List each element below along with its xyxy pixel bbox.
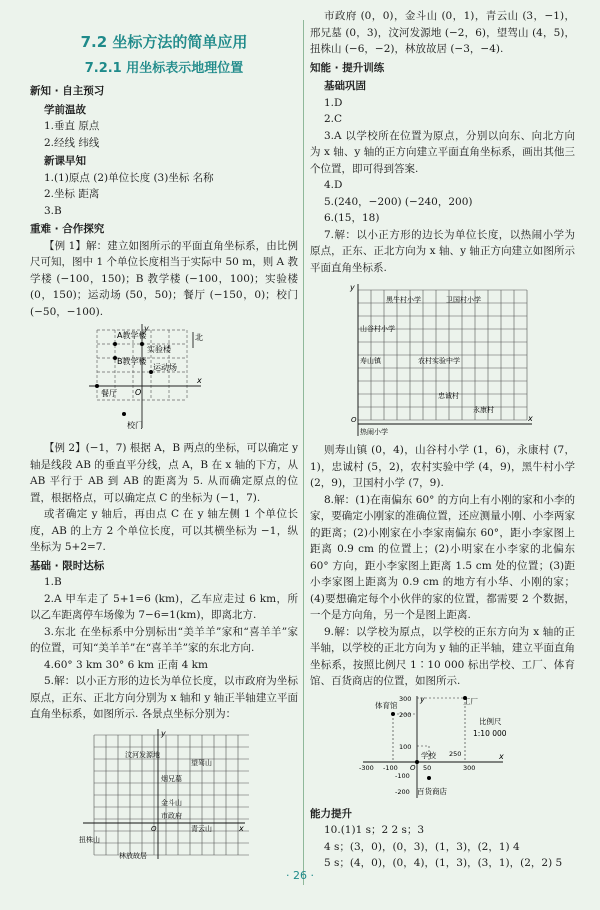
label-sports-field: 运动场: [153, 363, 177, 372]
label-origin: O: [135, 388, 142, 397]
label-wangjia-mountain: 望驾山: [191, 758, 212, 767]
label-river-source: 汶河发源地: [125, 750, 160, 759]
answer-line: 2.经线 纬线: [44, 136, 100, 149]
label-canteen: 餐厅: [101, 389, 117, 398]
label-city-hall: 市政府: [161, 811, 182, 820]
heading-basic: 基础 · 限时达标: [30, 559, 105, 572]
answer-line: 市政府 (0，0)，金斗山 (0，1)，青云山 (3，−1)，邢兄墓 (0，3)，汶河发源地 (−2，6)，望驾山 (4，5)，扭株山 (−6，−2)，林放故居 (−3，−4).: [310, 10, 575, 55]
tick-x: 250: [448, 749, 461, 758]
answer-line: 8.解：(1)在南偏东 60° 的方向上有小刚的家和小李的家，要确定小刚家的准确位置，还应测量小刚、小李两家的距离；(2)小刚家在小李家南偏东 60°，距小李家图上距离 0.9 cm 的位置上；(2)小明家在小李家的北偏东 60° 方向，距小李家图上距离 1.5 cm 处的位置；(3)距小李家图上距离为 0.9 cm 的地方有小华、小刚的家；(4)要想确定每个小伙伴的家的位置，都需要 2 个数据，一个是方向角，另一个是图上距离.: [310, 493, 575, 621]
label-yongkang-village: 永康村: [472, 406, 494, 414]
answer-line: 6.(15，18): [324, 212, 380, 224]
label-school: 学校: [420, 750, 436, 760]
column-divider: [303, 20, 304, 885]
answer-line: 3.B: [44, 204, 62, 217]
label-x: x: [527, 414, 533, 423]
tick-y: 300: [398, 694, 411, 703]
heading-ability: 能力提升: [310, 807, 352, 820]
label-a-building: A教学楼: [117, 331, 147, 340]
label-y: y: [144, 324, 149, 333]
answer-line: 2.坐标 距离: [44, 188, 100, 200]
heading-cooperation: 重难 · 合作探究: [30, 223, 105, 235]
answer-line: 4 s；(3，0)，(0，3)，(1，3)，(2，1) 4: [324, 840, 520, 853]
figure-school-map: [89, 324, 239, 436]
label-renao-school: 热闹小学: [359, 428, 388, 436]
label-origin: O: [151, 824, 157, 833]
example-1-text: 【例 1】解：建立如图所示的平面直角坐标系，由比例尺可知，图中 1 个单位长度相当于实际中 50 m，则 A 教学楼 (−100，150)；B 教学楼 (−100，100)；实验楼 (0，150)；运动场 (50，50)；餐厅 (−150，0)；校门 (−50，−100).: [30, 239, 298, 318]
label-weiguo-school: 卫国村小学: [445, 296, 481, 304]
tick-y: 100: [398, 742, 411, 751]
label-niuzhu-mountain: 扭株山: [79, 835, 100, 844]
heading-new-knowledge: 新知 · 自主预习: [30, 85, 105, 97]
label-linfang-house: 林放故居: [119, 851, 147, 860]
tick-x: 300: [462, 763, 475, 772]
label-north: 北: [195, 333, 203, 342]
city-map-svg: [79, 727, 249, 862]
label-x: x: [239, 823, 244, 833]
answer-line: 9.解：以学校为原点，以学校的正东方向为 x 轴的正半轴，以学校的正北方向为 y 轴的正半轴，建立平面直角坐标系，按照比例尺 1∶10 000 标出学校、工厂、体育馆、百货商店的位置，如图所示.: [310, 625, 575, 687]
figure-scale-map: [353, 694, 533, 802]
subsection-title: 7.2.1 用坐标表示地理位置: [84, 60, 244, 76]
label-factory: 工厂: [462, 696, 478, 706]
example-2-alt: 或者确定 y 轴后，再由点 C 在 y 轴左侧 1 个单位长度，AB 的上方 2 个单位长度，可以其横坐标为 −1，纵坐标为 5+2=7.: [30, 508, 298, 553]
left-column: [30, 0, 298, 866]
answer-line: 5 s；(4，0)，(0，4)，(1，3)，(3，1)，(2，2) 5: [324, 857, 563, 869]
figure-city-map: [79, 727, 249, 862]
label-y: y: [161, 728, 166, 738]
answer-line: 3.东北 在坐标系中分别标出“美羊羊”家和“喜羊羊”家的位置，可知“美羊羊”在“喜羊羊”家的东北方向.: [30, 625, 298, 654]
tick-x: -300: [358, 763, 374, 772]
heading-preview: 新课早知: [44, 155, 86, 167]
label-xing-tomb: 烟兄墓: [161, 774, 182, 783]
answer-line: 2.C: [324, 113, 343, 125]
label-gym: 体育馆: [374, 700, 397, 710]
example-2-text: 【例 2】(−1，7) 根据 A，B 两点的坐标，可以确定 y 轴是线段 AB 的垂直平分线，点 A，B 在 x 轴的下方，从 AB 平行于 AB 到 AB 的距离为 5. 从而确定原点的位置，根据格点，可以确定点 C 的坐标为 (−1，7).: [30, 442, 298, 504]
page-number: · 26 ·: [286, 869, 314, 882]
label-scale: 比例尺: [478, 716, 501, 726]
answer-line: 则寿山镇 (0，4)，山谷村小学 (1，6)，永康村 (7，1)，忠诚村 (5，2)，农村实验中学 (4，9)，黑牛村小学 (2，9)，卫国村小学 (7，9).: [310, 444, 575, 489]
answer-line: 3.A 以学校所在位置为原点，分别以向东、向北方向为 x 轴、y 轴的正方向建立平面直角坐标系，画出其他三个位置，即可得到答案.: [310, 129, 575, 175]
label-x: x: [197, 376, 202, 385]
answer-line: 1.垂直 原点: [44, 120, 100, 132]
answer-line: 4.60° 3 km 30° 6 km 正南 4 km: [44, 658, 208, 671]
label-y: y: [419, 694, 425, 704]
label-zhongcheng-village: 忠诚村: [437, 392, 459, 400]
label-scale-ratio: 1:10 000: [472, 728, 507, 738]
label-department-store: 百货商店: [416, 786, 447, 796]
scale-map-svg: [353, 694, 533, 802]
label-village-middle-school: 农村实验中学: [417, 357, 460, 365]
label-x: x: [498, 751, 504, 761]
label-y: y: [349, 283, 355, 292]
label-origin: O: [409, 763, 416, 772]
answer-line: 4.D: [324, 179, 343, 191]
tick-x: 50: [422, 763, 431, 772]
answer-line: 1.(1)原点 (2)单位长度 (3)坐标 名称: [44, 171, 214, 184]
label-jindou-mountain: 金斗山: [161, 798, 182, 807]
school-map-svg: [89, 324, 239, 436]
label-qingyun-mountain: 青云山: [191, 824, 212, 833]
heading-consolidate: 基础巩固: [324, 80, 366, 92]
answer-line: 2.A 甲车走了 5+1=6 (km)，乙车应走过 6 km，所以乙车距离停车场像为 7−6=1(km)，即离北方.: [30, 592, 298, 621]
heading-improve: 知能 · 提升训练: [310, 61, 385, 74]
tick-y: 200: [398, 710, 411, 719]
answer-line: 5.解：以小正方形的边长为单位长度，以市政府为坐标原点，正东、正北方向分别为 x 轴和 y 轴正半轴建立平面直角坐标系，如图所示. 各景点坐标分别为：: [30, 675, 298, 720]
answer-line: 10.(1)1 s；2 2 s；3: [324, 824, 425, 836]
label-shoushan-town: 寿山镇: [359, 357, 381, 365]
label-b-building: B教学楼: [117, 357, 147, 366]
label-lab: 实验楼: [147, 345, 171, 354]
answer-line: 7.解：以小正方形的边长为单位长度，以热闹小学为原点，正东、正北方向为 x 轴、y 轴正方向建立如图所示平面直角坐标系.: [310, 228, 575, 274]
label-origin: O: [350, 416, 357, 424]
village-map-svg: [348, 280, 538, 438]
answer-line: 1.B: [44, 576, 62, 588]
label-heiniu-school: 黑牛村小学: [385, 296, 421, 304]
section-title: 7.2 坐标方法的简单应用: [80, 33, 248, 51]
answer-line: 1.D: [324, 96, 343, 109]
label-gate: 校门: [127, 421, 143, 430]
tick-y: -100: [394, 771, 410, 780]
right-column: [310, 8, 575, 872]
heading-review: 学前温故: [44, 103, 86, 116]
tick-y: -200: [394, 787, 410, 796]
answer-line: 5.(240，−200) (−240，200): [324, 195, 473, 208]
figure-village-map: [348, 280, 538, 438]
label-shangu-school: 山谷村小学: [359, 325, 395, 333]
tick-x: -100: [382, 763, 398, 772]
